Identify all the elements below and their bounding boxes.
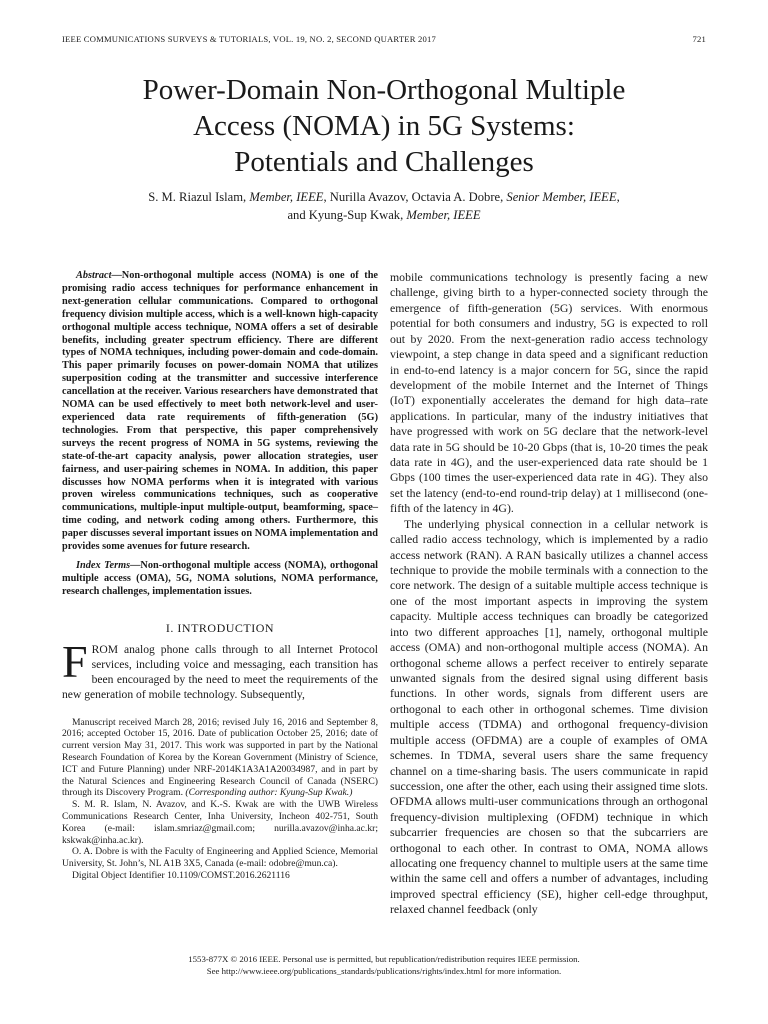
footnote-affiliation-1: S. M. R. Islam, N. Avazov, and K.-S. Kwak are with the UWB Wireless Communications Research Center, Inha University, Incheon 402-751, South Korea (e-mail: islam.smriaz@gmail.com; nurilla.avazov@inha.ac.kr; kskwak@inha.ac.kr). [62, 799, 378, 846]
journal-header: IEEE COMMUNICATIONS SURVEYS & TUTORIALS, VOL. 19, NO. 2, SECOND QUARTER 2017 [62, 34, 436, 44]
title-line: Potentials and Challenges [234, 146, 534, 178]
author-role: Senior Member, IEEE [506, 190, 617, 204]
author-role: Member, IEEE [406, 208, 481, 222]
index-terms-text: —Non-orthogonal multiple access (NOMA), orthogonal multiple access (OMA), 5G, NOMA solutions, NOMA performance, research challenges, implementation issues. [62, 559, 378, 597]
right-column [390, 270, 708, 918]
intro-first-word: ROM [91, 642, 119, 656]
footnote-doi: Digital Object Identifier 10.1109/COMST.2016.2621116 [72, 870, 290, 882]
left-column [62, 270, 378, 882]
index-terms-label: Index Terms [76, 559, 131, 571]
introduction-text [62, 635, 378, 703]
copyright-line: 1553-877X © 2016 IEEE. Personal use is permitted, but republication/redistribution requires IEEE permission. [188, 954, 580, 964]
author-name: and Kyung-Sup Kwak, [287, 208, 407, 222]
page-number: 721 [692, 34, 706, 44]
author-role: Member, IEEE [249, 190, 324, 204]
author-list [40, 188, 728, 224]
author-separator: , [616, 190, 620, 204]
drop-cap: F [62, 635, 88, 687]
intro-paragraph: analog phone calls through to all Internet Protocol services, including voice and messaging, each transition has been encouraged by the need to meet the requirements of the new generation of mobile technology. Subsequently, [62, 642, 378, 702]
footnote-corresponding: (Corresponding author: Kyung-Sup Kwak.) [185, 787, 353, 799]
abstract [62, 270, 378, 554]
footnote-affiliation-2: O. A. Dobre is with the Faculty of Engineering and Applied Science, Memorial University, St. John’s, NL A1B 3X5, Canada (e-mail: odobre@mun.ca). [62, 846, 378, 870]
abstract-label: Abstract [76, 270, 112, 281]
title-line: Power-Domain Non-Orthogonal Multiple [142, 74, 626, 106]
author-name: , Nurilla Avazov, Octavia A. Dobre, [323, 190, 507, 204]
body-paragraph: The underlying physical connection in a cellular network is called radio access technology, which is implemented by a radio access network (RAN). A RAN basically utilizes a channel access technique to provide the mobile terminals with a connection to the core network. The design of a suitable multiple access technique is one of the most important aspects in improving the system capacity. Multiple access techniques can broadly be categorized into two different approaches [1], namely, orthogonal multiple access (OMA) and non-orthogonal multiple access (NOMA). An orthogonal scheme allows a perfect receiver to entirely separate unwanted signals from the desired signal using different basis functions. In other words, signals from different users are orthogonal to each other in orthogonal schemes. Time division multiple access (TDMA) and orthogonal frequency-division multiple access (OFDMA) are a couple of examples of OMA schemes. In TDMA, several users share the same frequency channel on a time-sharing basis. The users communicate in rapid succession, one after the other, each using their assigned time slots. OFDMA allows multi-user communications through an orthogonal frequency-division multiplexing (OFDM) technique in which subcarrier frequencies are chosen so that the subcarriers are orthogonal to each other. In contrast to OMA, NOMA allows allocating one frequency channel to multiple users at the same time within the same cell and offers a number of advantages, including improved spectral efficiency (SE), higher cell-edge throughput, relaxed channel feedback (only [390, 516, 708, 917]
footnote-manuscript: Manuscript received March 28, 2016; revised July 16, 2016 and September 8, 2016; accepted October 15, 2016. Date of publication October 25, 2016; date of current version May 31, 2017. This work was supported in part by the National Research Foundation of Korea by the Korean Government (Ministry of Science, ICT and Future Planning) under NRF-2014K1A3A1A20034987, and in part by the Natural Sciences and Engineering Research Council of Canada (NSERC) through its Discovery Program. [62, 716, 378, 799]
rights-link-line[interactable]: See http://www.ieee.org/publications_standards/publications/rights/index.html for more information. [206, 965, 562, 976]
section-heading: I. INTRODUCTION [165, 620, 275, 635]
running-head [62, 34, 706, 44]
title-line: Access (NOMA) in 5G Systems: [193, 110, 575, 142]
footnotes [62, 717, 378, 882]
author-line-1 [40, 188, 728, 206]
author-line-2 [40, 206, 728, 224]
index-terms [62, 560, 378, 599]
paper-title [40, 72, 728, 180]
abstract-text: —Non-orthogonal multiple access (NOMA) is one of the promising radio access techniques for performance enhancement in next-generation cellular communications. Compared to orthogonal frequency division multiple access, which is a well-known high-capacity orthogonal multiple access technique, NOMA offers a set of desirable benefits, including greater spectrum efficiency. There are different types of NOMA techniques, including power-domain and code-domain. This paper primarily focuses on power-domain NOMA that utilizes superposition coding at the transmitter and successive interference cancellation at the receiver. Various researchers have demonstrated that NOMA can be used effectively to meet both network-level and user-experienced data rate requirements of fifth-generation (5G) technologies. From that perspective, this paper comprehensively surveys the recent progress of NOMA in 5G systems, reviewing the state-of-the-art capacity analysis, power allocation strategies, user fairness, and user-pairing schemes in NOMA. In addition, this paper discusses how NOMA performs when it is integrated with various proven wireless communications techniques, such as cooperative communications, multiple-input multiple-output, beamforming, space–time coding, and network coding among others. Furthermore, this paper discusses several important issues on NOMA implementation and provides some avenues for future research. [62, 270, 378, 553]
author-name: S. M. Riazul Islam, [148, 190, 250, 204]
body-paragraph: mobile communications technology is presently facing a new challenge, giving birth to a hyper-connected society through the emergence of fifth-generation (5G) services. With enormous potential for both consumers and industry, 5G is expected to roll out by 2020. From the next-generation radio access technology viewpoint, a step change in data speed and a significant reduction in end-to-end latency is a major concern for 5G, since the rapid development of the mobile Internet and the Internet of Things (IoT) exponentially accelerates the demand for high data–rate applications. In particular, many of the industry initiatives that have progressed with work on 5G declare that the network-level data rate in 5G should be 10-20 Gbps (that is, 10-20 times the peak data rate in 4G), and the user-experienced data rate should be 1 Gbps (100 times the user-experienced data rate in 4G). They also set the latency (end-to-end round-trip delay) at 1 millisecond (one-fifth of the latency in 4G). [390, 270, 708, 516]
copyright-notice [40, 954, 728, 977]
